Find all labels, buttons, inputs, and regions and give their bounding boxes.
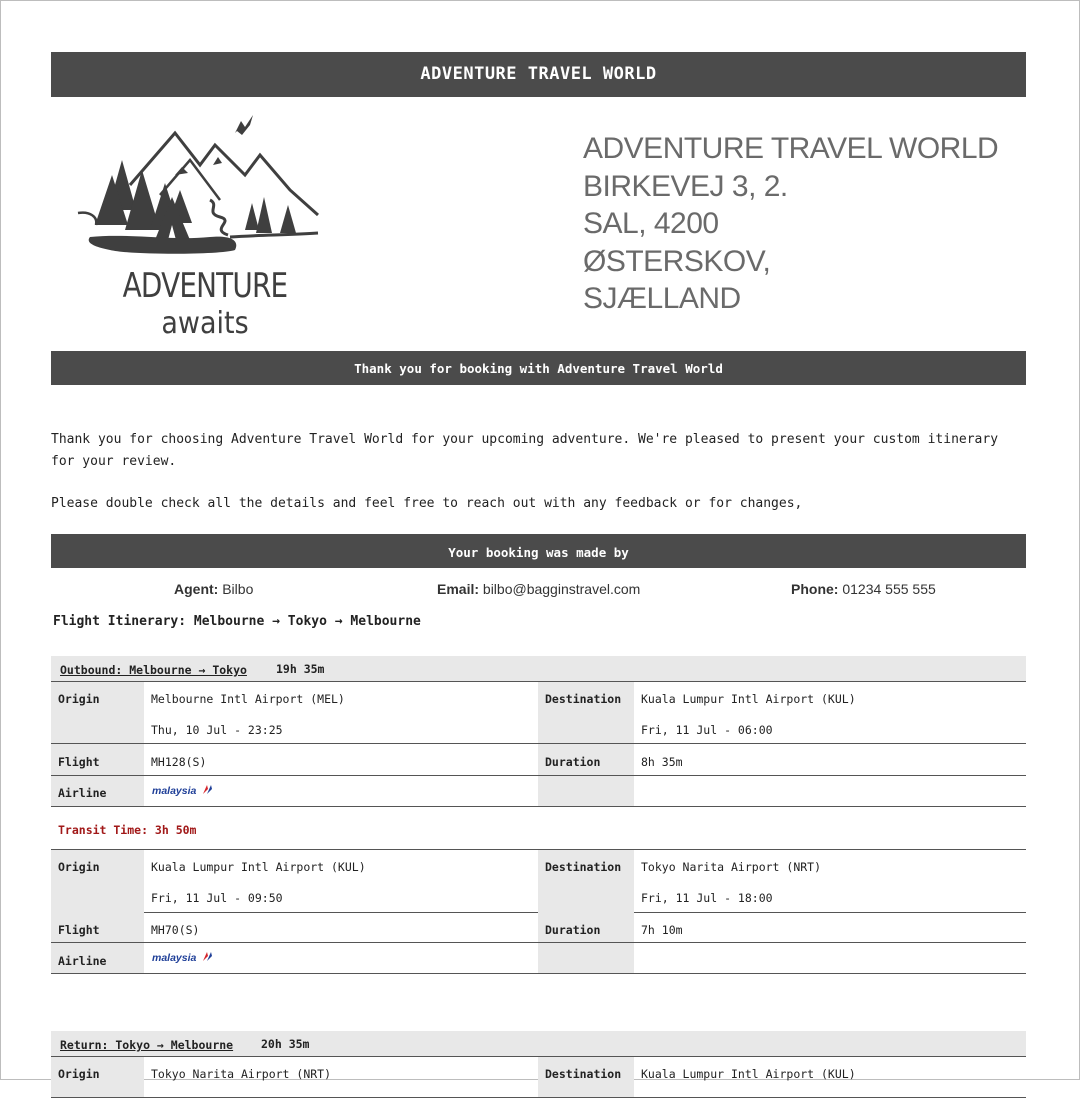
booking-made-by-bar: Your booking was made by [51, 534, 1026, 568]
origin-label-cell [51, 850, 144, 912]
agent-label: Agent: [174, 581, 219, 597]
malaysia-airlines-logo [152, 785, 196, 797]
origin-airport: Melbourne Intl Airport (MEL) [151, 692, 345, 706]
destination-label: Destination [545, 692, 622, 706]
leg-origin-row [51, 849, 1026, 913]
empty-value-cell [634, 776, 1026, 806]
leg-flight-row [51, 744, 1026, 776]
destination-airport: Kuala Lumpur Intl Airport (KUL) [641, 692, 856, 706]
origin-value-cell [144, 850, 538, 912]
destination-airport: Tokyo Narita Airport (NRT) [641, 860, 822, 874]
duration-label-cell [538, 912, 634, 942]
address-line: BIRKEVEJ 3, 2. [583, 169, 788, 203]
airline-name: malaysia [152, 785, 197, 797]
origin-value-cell [144, 682, 538, 743]
address-line: SJÆLLAND [583, 282, 741, 315]
destination-label-cell [538, 682, 634, 743]
origin-label-cell [51, 682, 144, 743]
flight-duration: 8h 35m [641, 755, 683, 769]
origin-value-cell [144, 1057, 538, 1097]
agent-value: Bilbo [222, 581, 254, 597]
origin-label: Origin [58, 1067, 100, 1081]
outbound-section-header [51, 656, 1026, 682]
duration-value-cell [634, 744, 1026, 775]
logo-text-awaits: awaits [161, 306, 249, 341]
itinerary-title: Flight Itinerary: Melbourne → Tokyo → Melbourne [53, 614, 421, 629]
leg-airline-row [51, 943, 1026, 974]
return-title: Return: Tokyo → Melbourne [60, 1038, 234, 1052]
flight-value-cell [144, 912, 538, 942]
duration-label: Duration [545, 755, 601, 769]
airline-value-cell [144, 943, 538, 973]
flight-value-cell [144, 744, 538, 775]
airline-label-cell [51, 776, 144, 806]
address-line: ØSTERSKOV, [583, 244, 771, 278]
destination-value-cell [634, 1057, 1026, 1097]
email-info [437, 581, 640, 597]
empty-value-cell [634, 943, 1026, 973]
destination-label: Destination [545, 860, 622, 874]
phone-label: Phone: [791, 581, 839, 597]
destination-value-cell [634, 850, 1026, 912]
return-section-header [51, 1031, 1026, 1057]
leg-origin-row [51, 682, 1026, 744]
empty-label-cell [538, 776, 634, 806]
agent-contact-row [51, 578, 1026, 600]
empty-label-cell [538, 943, 634, 973]
phone-value[interactable]: 01234 555 555 [842, 581, 936, 597]
origin-time: Fri, 11 Jul - 09:50 [151, 891, 283, 905]
header-title-bar: ADVENTURE TRAVEL WORLD [51, 52, 1026, 97]
duration-value-cell [634, 912, 1026, 942]
origin-airport: Kuala Lumpur Intl Airport (KUL) [151, 860, 366, 874]
email-value[interactable]: bilbo@bagginstravel.com [482, 581, 641, 597]
agent-info [174, 581, 253, 597]
flight-label-cell [51, 912, 144, 942]
intro-paragraph: Thank you for choosing Adventure Travel World for your upcoming adventure. We're pleased to present your custom itinerary for your review. [51, 432, 999, 469]
duration-label: Duration [545, 923, 601, 937]
airline-label: Airline [58, 954, 107, 968]
email-label: Email: [437, 581, 480, 597]
duration-label-cell [538, 744, 634, 775]
origin-label: Origin [58, 860, 100, 874]
flight-duration: 7h 10m [641, 923, 683, 937]
destination-time: Fri, 11 Jul - 18:00 [641, 891, 773, 905]
airline-value-cell [144, 776, 538, 806]
destination-time: Fri, 11 Jul - 06:00 [641, 723, 773, 737]
company-address [583, 130, 998, 318]
origin-airport: Tokyo Narita Airport (NRT) [151, 1067, 332, 1081]
airline-name: malaysia [152, 952, 197, 964]
address-line: ADVENTURE TRAVEL WORLD [583, 132, 999, 165]
leg-airline-row [51, 776, 1026, 807]
destination-label-cell [538, 850, 634, 912]
address-line: SAL, 4200 [583, 207, 719, 240]
origin-label-cell [51, 1057, 144, 1097]
thanks-bar: Thank you for booking with Adventure Travel World [51, 351, 1026, 385]
destination-label: Destination [545, 1067, 622, 1081]
destination-value-cell [634, 682, 1026, 743]
transit-time: Transit Time: 3h 50m [58, 823, 197, 837]
leg-origin-row [51, 1057, 1026, 1098]
flight-number: MH128(S) [151, 755, 207, 769]
airline-swoosh-icon [201, 950, 214, 963]
flight-number: MH70(S) [151, 923, 200, 937]
outbound-title: Outbound: Melbourne → Tokyo [60, 663, 247, 677]
airline-label: Airline [58, 786, 107, 800]
flight-label-cell [51, 744, 144, 775]
intro-paragraph-feedback: Please double check all the details and feel free to reach out with any feedback or for changes, [51, 496, 803, 511]
destination-airport: Kuala Lumpur Intl Airport (KUL) [641, 1067, 856, 1081]
return-total-duration: 20h 35m [261, 1037, 310, 1051]
airline-label-cell [51, 943, 144, 973]
airline-swoosh-icon [201, 783, 214, 796]
phone-info [791, 581, 936, 597]
outbound-total-duration: 19h 35m [276, 662, 325, 676]
logo-text-adventure: ADVENTURE [122, 266, 288, 306]
flight-label: Flight [58, 923, 100, 937]
origin-time: Thu, 10 Jul - 23:25 [151, 723, 283, 737]
malaysia-airlines-logo [152, 952, 196, 964]
origin-label: Origin [58, 692, 100, 706]
flight-label: Flight [58, 755, 100, 769]
destination-label-cell [538, 1057, 634, 1097]
leg-flight-row [51, 912, 1026, 943]
